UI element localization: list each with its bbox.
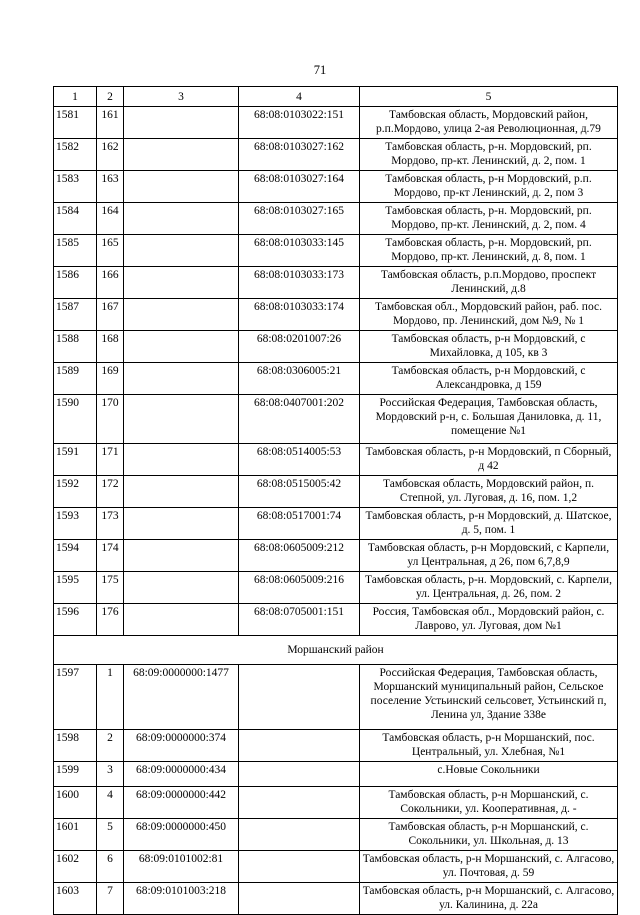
cadastral-number-cell: 68:08:0515005:42: [239, 476, 360, 508]
table-header-row: [54, 87, 618, 107]
cadastral-number-cell: [124, 331, 239, 363]
cadastral-number-cell: 68:08:0517001:74: [239, 508, 360, 540]
cadastral-number-cell: [124, 203, 239, 235]
address-cell: Тамбовская область, р-н Мордовский, д. Шатское, д. 5, пом. 1: [360, 508, 618, 540]
address-cell: Тамбовская область, р-н Моршанский, с. Алгасово, ул. Почтовая, д. 59: [360, 851, 618, 883]
row-number-cell: 1587: [54, 299, 97, 331]
column-header-4: 4: [239, 87, 360, 107]
district-number-cell: 1: [97, 665, 124, 730]
row-number-cell: 1601: [54, 819, 97, 851]
table-row: [54, 572, 618, 604]
address-cell: Российская Федерация, Тамбовская область, Мордовский р-н, с. Большая Даниловка, д. 11, помещение №1: [360, 395, 618, 444]
cadastral-number-cell: [239, 665, 360, 730]
table-row: [54, 139, 618, 171]
table-row: [54, 540, 618, 572]
district-number-cell: 174: [97, 540, 124, 572]
address-cell: Тамбовская область, р-н Моршанский, пос. Центральный, ул. Хлебная, №1: [360, 730, 618, 762]
table-row: [54, 171, 618, 203]
cadastral-number-cell: 68:08:0103033:174: [239, 299, 360, 331]
cadastral-number-cell: 68:09:0000000:374: [124, 730, 239, 762]
district-number-cell: 6: [97, 851, 124, 883]
address-cell: Тамбовская обл., Мордовский район, раб. пос. Мордово, пр. Ленинский, дом №9, № 1: [360, 299, 618, 331]
district-number-cell: 4: [97, 787, 124, 819]
cadastral-number-cell: 68:09:0000000:434: [124, 762, 239, 787]
cadastral-number-cell: [239, 819, 360, 851]
cadastral-number-cell: 68:08:0201007:26: [239, 331, 360, 363]
row-number-cell: 1595: [54, 572, 97, 604]
table-row: [54, 762, 618, 787]
district-number-cell: 176: [97, 604, 124, 636]
row-number-cell: 1581: [54, 107, 97, 139]
district-number-cell: 171: [97, 444, 124, 476]
registry-table-body: [54, 87, 618, 915]
cadastral-number-cell: [124, 572, 239, 604]
table-row: [54, 476, 618, 508]
address-cell: Тамбовская область, р.п.Мордово, проспект Ленинский, д.8: [360, 267, 618, 299]
address-cell: Тамбовская область, р-н Мордовский, с Александровка, д 159: [360, 363, 618, 395]
cadastral-number-cell: [124, 540, 239, 572]
cadastral-number-cell: 68:09:0000000:1477: [124, 665, 239, 730]
address-cell: Тамбовская область, р-н Мордовский, с Карпели, ул Центральная, д 26, пом 6,7,8,9: [360, 540, 618, 572]
table-row: [54, 508, 618, 540]
district-number-cell: 172: [97, 476, 124, 508]
cadastral-number-cell: [124, 107, 239, 139]
column-header-1: 1: [54, 87, 97, 107]
district-number-cell: 162: [97, 139, 124, 171]
district-number-cell: 163: [97, 171, 124, 203]
row-number-cell: 1589: [54, 363, 97, 395]
cadastral-number-cell: [124, 171, 239, 203]
cadastral-number-cell: 68:08:0605009:212: [239, 540, 360, 572]
column-header-2: 2: [97, 87, 124, 107]
address-cell: Тамбовская область, р-н Моршанский, с. Алгасово, ул. Калинина, д. 22а: [360, 883, 618, 915]
row-number-cell: 1602: [54, 851, 97, 883]
district-number-cell: 170: [97, 395, 124, 444]
cadastral-number-cell: 68:08:0103027:162: [239, 139, 360, 171]
table-row: [54, 363, 618, 395]
row-number-cell: 1591: [54, 444, 97, 476]
table-row: [54, 107, 618, 139]
district-number-cell: 161: [97, 107, 124, 139]
section-title: Моршанский район: [54, 636, 618, 665]
cadastral-number-cell: 68:08:0103033:173: [239, 267, 360, 299]
cadastral-number-cell: 68:09:0101002:81: [124, 851, 239, 883]
cadastral-number-cell: [239, 762, 360, 787]
district-number-cell: 2: [97, 730, 124, 762]
cadastral-number-cell: 68:09:0101003:218: [124, 883, 239, 915]
table-row: [54, 267, 618, 299]
table-row: [54, 851, 618, 883]
district-number-cell: 175: [97, 572, 124, 604]
district-number-cell: 173: [97, 508, 124, 540]
table-row: [54, 235, 618, 267]
cadastral-number-cell: [124, 267, 239, 299]
table-row: [54, 787, 618, 819]
address-cell: Российская Федерация, Тамбовская область, Моршанский муниципальный район, Сельское поселение Устьинский сельсовет, Устьинский п, Ленина ул, Здание 338е: [360, 665, 618, 730]
cadastral-number-cell: [124, 444, 239, 476]
cadastral-number-cell: 68:08:0605009:216: [239, 572, 360, 604]
cadastral-number-cell: 68:08:0103027:164: [239, 171, 360, 203]
table-row: [54, 819, 618, 851]
address-cell: с.Новые Сокольники: [360, 762, 618, 787]
cadastral-number-cell: [239, 851, 360, 883]
table-row: [54, 331, 618, 363]
address-cell: Тамбовская область, р-н. Мордовский, рп. Мордово, пр-кт. Ленинский, д. 8, пом. 1: [360, 235, 618, 267]
cadastral-number-cell: 68:08:0306005:21: [239, 363, 360, 395]
cadastral-number-cell: 68:09:0000000:442: [124, 787, 239, 819]
cadastral-number-cell: 68:08:0103033:145: [239, 235, 360, 267]
address-cell: Тамбовская область, р-н. Мордовский, с. Карпели, ул. Центральная, д. 26, пом. 2: [360, 572, 618, 604]
address-cell: Тамбовская область, Мордовский район, п. Степной, ул. Луговая, д. 16, пом. 1,2: [360, 476, 618, 508]
table-row: [54, 665, 618, 730]
cadastral-number-cell: [124, 299, 239, 331]
row-number-cell: 1594: [54, 540, 97, 572]
row-number-cell: 1600: [54, 787, 97, 819]
column-header-5: 5: [360, 87, 618, 107]
row-number-cell: 1598: [54, 730, 97, 762]
cadastral-number-cell: 68:08:0103027:165: [239, 203, 360, 235]
table-row: [54, 299, 618, 331]
row-number-cell: 1597: [54, 665, 97, 730]
row-number-cell: 1588: [54, 331, 97, 363]
row-number-cell: 1603: [54, 883, 97, 915]
table-row: [54, 730, 618, 762]
district-number-cell: 167: [97, 299, 124, 331]
row-number-cell: 1582: [54, 139, 97, 171]
row-number-cell: 1592: [54, 476, 97, 508]
district-number-cell: 165: [97, 235, 124, 267]
cadastral-number-cell: [124, 139, 239, 171]
cadastral-number-cell: 68:08:0407001:202: [239, 395, 360, 444]
cadastral-number-cell: [239, 787, 360, 819]
section-header-row: [54, 636, 618, 665]
page-number: 71: [313, 63, 327, 77]
district-number-cell: 3: [97, 762, 124, 787]
district-number-cell: 168: [97, 331, 124, 363]
row-number-cell: 1596: [54, 604, 97, 636]
cadastral-number-cell: [124, 395, 239, 444]
address-cell: Россия, Тамбовская обл., Мордовский район, с. Лаврово, ул. Луговая, дом №1: [360, 604, 618, 636]
district-number-cell: 164: [97, 203, 124, 235]
cadastral-number-cell: [124, 363, 239, 395]
table-row: [54, 203, 618, 235]
table-row: [54, 883, 618, 915]
address-cell: Тамбовская область, р-н Мордовский, р.п. Мордово, пр-кт Ленинский, д. 2, пом 3: [360, 171, 618, 203]
cadastral-number-cell: [124, 235, 239, 267]
cadastral-number-cell: [239, 730, 360, 762]
address-cell: Тамбовская область, Мордовский район, р.п.Мордово, улица 2-ая Революционная, д.79: [360, 107, 618, 139]
address-cell: Тамбовская область, р-н Мордовский, п Сборный, д 42: [360, 444, 618, 476]
cadastral-number-cell: 68:09:0000000:450: [124, 819, 239, 851]
row-number-cell: 1593: [54, 508, 97, 540]
table-row: [54, 395, 618, 444]
row-number-cell: 1586: [54, 267, 97, 299]
cadastral-number-cell: 68:08:0705001:151: [239, 604, 360, 636]
table-row: [54, 604, 618, 636]
column-header-3: 3: [124, 87, 239, 107]
address-cell: Тамбовская область, р-н. Мордовский, рп. Мордово, пр-кт. Ленинский, д. 2, пом. 4: [360, 203, 618, 235]
row-number-cell: 1584: [54, 203, 97, 235]
cadastral-number-cell: 68:08:0103022:151: [239, 107, 360, 139]
district-number-cell: 166: [97, 267, 124, 299]
address-cell: Тамбовская область, р-н Моршанский, с. Сокольники, ул. Кооперативная, д. -: [360, 787, 618, 819]
cadastral-number-cell: [124, 476, 239, 508]
table-row: [54, 444, 618, 476]
cadastral-number-cell: [239, 883, 360, 915]
row-number-cell: 1583: [54, 171, 97, 203]
row-number-cell: 1585: [54, 235, 97, 267]
address-cell: Тамбовская область, р-н Мордовский, с Михайловка, д 105, кв 3: [360, 331, 618, 363]
cadastral-number-cell: 68:08:0514005:53: [239, 444, 360, 476]
registry-table: [53, 86, 618, 915]
address-cell: Тамбовская область, р-н. Мордовский, рп. Мордово, пр-кт. Ленинский, д. 2, пом. 1: [360, 139, 618, 171]
row-number-cell: 1599: [54, 762, 97, 787]
district-number-cell: 5: [97, 819, 124, 851]
district-number-cell: 7: [97, 883, 124, 915]
cadastral-number-cell: [124, 604, 239, 636]
district-number-cell: 169: [97, 363, 124, 395]
row-number-cell: 1590: [54, 395, 97, 444]
address-cell: Тамбовская область, р-н Моршанский, с. Сокольники, ул. Школьная, д. 13: [360, 819, 618, 851]
cadastral-number-cell: [124, 508, 239, 540]
